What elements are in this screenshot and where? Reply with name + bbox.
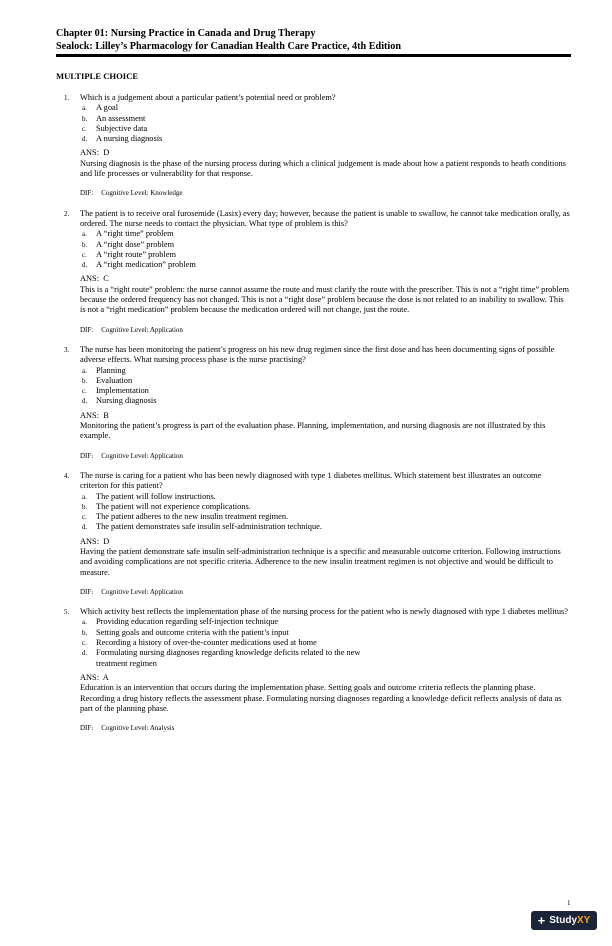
- option-list: [80, 103, 571, 144]
- answer-value: D: [103, 148, 110, 158]
- rationale: Education is an intervention that occurs during the implementation phase. Setting goals and outcome criteria reflects the planning phase. Recording a drug history reflects the assessment phase. Formulating nursing diagnoses regarding a knowledge deficit reflects analysis of data as part of the planning phase.: [80, 683, 562, 713]
- answer-line: ANS: B: [80, 410, 109, 420]
- option-c: c. The patient adheres to the new insulin treatment regimen.: [82, 512, 289, 522]
- option-c: c. Subjective data: [82, 123, 148, 133]
- question-1: [56, 93, 571, 199]
- brand-suffix: XY: [577, 915, 591, 926]
- answer-value: C: [103, 274, 109, 284]
- option-a: a. A goal: [82, 103, 119, 113]
- rationale: Nursing diagnosis is the phase of the nursing process during which a clinical judgement is made about how a patient responds to heath conditions and life processes or vulnerability for that response.: [80, 158, 566, 179]
- question-stem: The nurse is caring for a patient who has been newly diagnosed with type 1 diabetes mellitus. Which statement best illustrates an outcome criterion for this patient?: [80, 470, 542, 491]
- option-b: b. An assessment: [82, 113, 146, 123]
- option-d: d. A nursing diagnosis: [82, 134, 163, 144]
- document-header: [56, 28, 571, 53]
- question-stem: Which is a judgement about a particular patient’s potential need or problem?: [80, 93, 336, 102]
- book-title: Sealock: Lilley’s Pharmacology for Canadian Health Care Practice, 4th Edition: [56, 40, 402, 52]
- question-number: 5.: [64, 608, 70, 617]
- answer-line: ANS: A: [80, 672, 109, 682]
- option-a: a. The patient will follow instructions.: [82, 491, 216, 501]
- question-number: 2.: [64, 209, 70, 218]
- option-d: d. Nursing diagnosis: [82, 396, 157, 406]
- option-list: [80, 492, 571, 533]
- question-number: 4.: [64, 471, 70, 480]
- option-b: b. The patient will not experience complications.: [82, 501, 251, 511]
- option-a: a. A “right time” problem: [82, 229, 174, 239]
- option-b: b. A “right dose” problem: [82, 239, 175, 249]
- chapter-title: Chapter 01: Nursing Practice in Canada and Drug Therapy: [56, 28, 316, 39]
- answer-line: ANS: D: [80, 148, 110, 158]
- difficulty-line: DIF: Cognitive Level: Application: [80, 325, 183, 334]
- rationale: Monitoring the patient’s progress is part of the evaluation phase. Planning, implementation, and nursing diagnosis are not illustrated by this example.: [80, 421, 546, 441]
- question-2: [56, 209, 571, 335]
- difficulty-line: DIF: Cognitive Level: Application: [80, 451, 183, 460]
- answer-line: ANS: C: [80, 274, 109, 284]
- option-list: [80, 229, 571, 270]
- difficulty-line: DIF: Cognitive Level: Application: [80, 587, 183, 596]
- option-c: c. Recording a history of over-the-counter medications used at home: [82, 638, 317, 648]
- option-d: d. A “right medication” problem: [82, 260, 196, 270]
- option-c: c. A “right route” problem: [82, 249, 176, 259]
- question-5: [56, 607, 571, 733]
- brand-prefix: Study: [549, 915, 578, 926]
- question-stem: The patient is to receive oral furosemide (Lasix) every day; however, because the patient is unable to swallow, he cannot take medication orally, as ordered. The nurse needs to contact the physician. What type of problem is this?: [80, 208, 570, 228]
- header-divider: [56, 54, 571, 57]
- studyxy-badge[interactable]: [531, 911, 597, 930]
- question-stem: The nurse has been monitoring the patient’s progress on his new drug regimen since the first dose and has been documenting signs of possible adverse effects. What nursing process phase is the nurse practising?: [80, 344, 555, 365]
- option-b: b. Evaluation: [82, 375, 133, 385]
- difficulty-line: DIF: Cognitive Level: Analysis: [80, 724, 175, 733]
- option-c: c. Implementation: [82, 386, 149, 396]
- answer-value: A: [102, 672, 109, 682]
- difficulty-line: DIF: Cognitive Level: Knowledge: [80, 189, 183, 198]
- option-d: d. Formulating nursing diagnoses regarding knowledge deficits related to the new treatment regimen: [82, 648, 361, 668]
- option-list: [80, 366, 571, 407]
- option-list: [80, 617, 571, 668]
- question-number: 1.: [64, 94, 70, 102]
- rationale: Having the patient demonstrate safe insulin self-administration technique is a specific and measurable outcome criterion. Following instructions and avoiding complications are not specific criteria. Adherence to the new insulin treatment regimen is not objective and would be difficult to measure.: [80, 546, 561, 577]
- option-b: b. Setting goals and outcome criteria with the patient’s input: [82, 627, 289, 637]
- page-number: 1: [567, 899, 571, 907]
- question-4: [56, 471, 571, 597]
- question-3: [56, 345, 571, 461]
- option-a: a. Planning: [82, 365, 126, 375]
- option-d: d. The patient demonstrates safe insulin self-administration technique.: [82, 522, 322, 532]
- option-a: a. Providing education regarding self-injection technique: [82, 617, 279, 627]
- question-number: 3.: [64, 345, 70, 354]
- question-list: [56, 93, 571, 743]
- answer-value: D: [103, 536, 110, 546]
- question-stem: Which activity best reflects the implementation phase of the nursing process for the patient who is newly diagnosed with type 1 diabetes mellitus?: [80, 607, 568, 617]
- answer-line: ANS: D: [80, 536, 110, 546]
- rationale: This is a “right route” problem: the nurse cannot assume the route and must clarify the route with the prescriber. This is not a “right time” problem because the ordered frequency has not changed. This is not a “right dose” problem because the dose is not related to an inability to swallow. This is not a “right medication” problem because the medication ordered will not change, just the route.: [80, 284, 569, 315]
- answer-value: B: [103, 410, 109, 420]
- section-title: MULTIPLE CHOICE: [56, 71, 139, 81]
- plus-icon: +: [537, 913, 546, 928]
